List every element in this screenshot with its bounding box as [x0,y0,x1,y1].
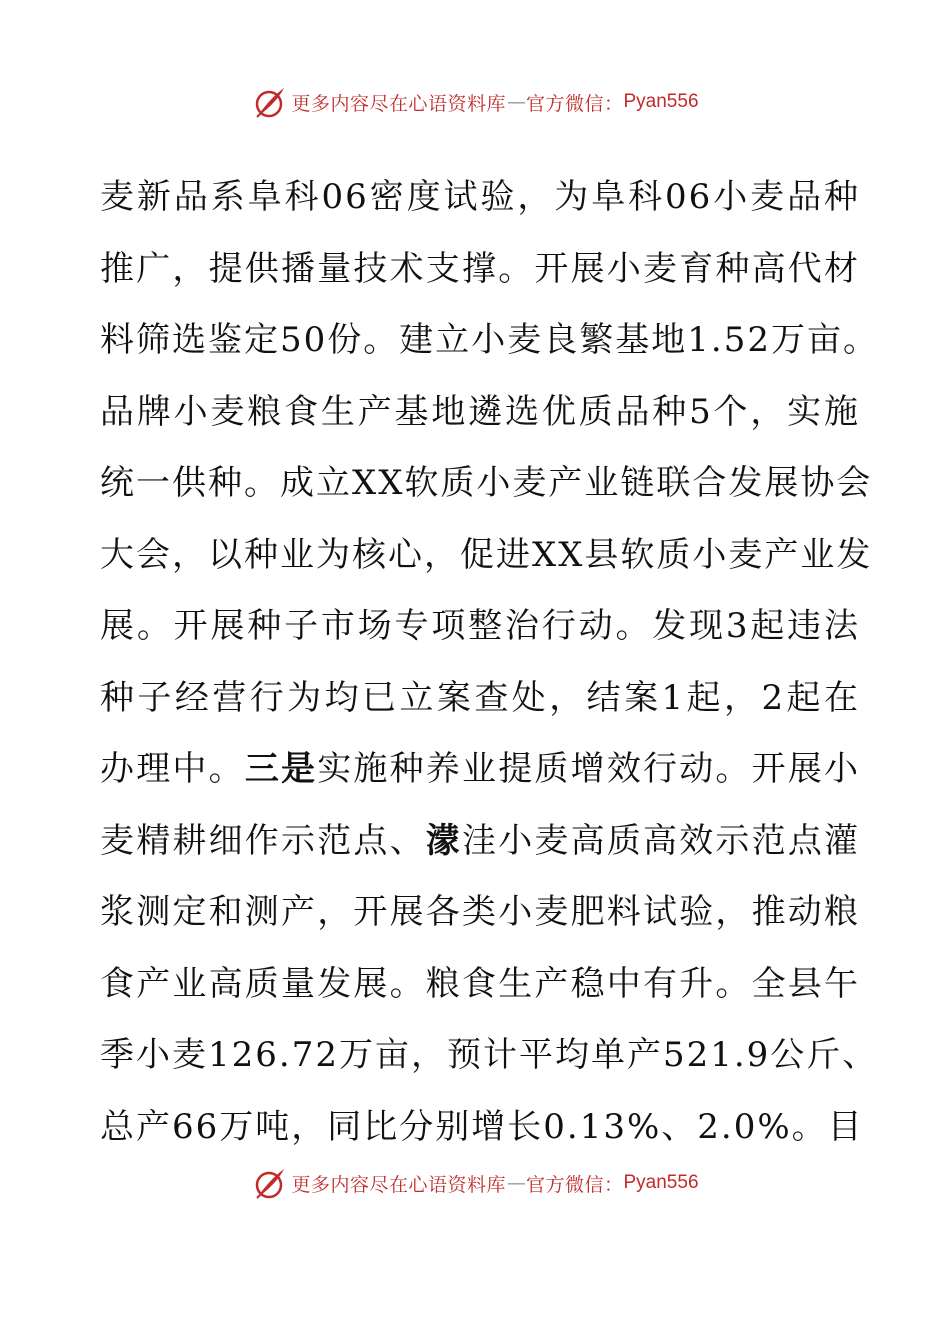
header-banner-separator: — [506,91,526,113]
bold-keyword: 三是 [244,749,318,789]
footer-banner-content [251,1165,698,1201]
footer-banner-wechat-label: 官方微信： [525,1173,624,1196]
text-segment: 实施种养业提质增效行动。开展小 [317,749,861,789]
quill-logo-icon [251,84,287,120]
text-line: 料筛选鉴定50份。建立小麦良繁基地1.52万亩。 [100,320,879,360]
bold-character: 濛 [425,820,463,861]
text-line: 麦新品系阜科06密度试验，为阜科06小麦品种 [100,177,860,217]
text-line: 食产业高质量发展。粮食生产稳中有升。全县午 [100,963,860,1004]
text-segment: 洼小麦高质高效示范点灌 [462,820,861,861]
header-banner-content [251,84,698,120]
header-banner-text: 更多内容尽在心语资料库 [291,92,506,115]
text-line: 大会，以种业为核心，促进XX县软质小麦产业发 [100,534,873,575]
text-segment: 办理中。 [100,749,245,789]
text-line: 浆测定和测产，开展各类小麦肥料试验，推动粮 [100,892,860,932]
text-line: 展。开展种子市场专项整治行动。发现3起违法 [100,606,860,646]
text-line: 推广，提供播量技术支撑。开展小麦育种高代材 [100,248,860,289]
footer-banner-wechat-id: Pyan556 [623,1172,699,1193]
header-banner [0,80,950,124]
header-banner-wechat-id: Pyan556 [623,91,699,112]
text-line: 总产66万吨，同比分别增长0.13%、2.0%。目 [100,1106,864,1147]
header-banner-wechat-label: 官方微信： [525,92,624,115]
text-line: 季小麦126.72万亩，预计平均单产521.9公斤、 [100,1035,879,1075]
text-line: 统一供种。成立XX软质小麦产业链联合发展协会 [100,463,873,503]
footer-banner [0,1161,950,1205]
text-segment: 麦精耕细作示范点、 [100,820,426,861]
footer-banner-separator: — [506,1172,526,1194]
text-line: 种子经营行为均已立案查处，结案1起，2起在 [100,677,860,718]
document-body [100,162,879,1163]
footer-banner-text: 更多内容尽在心语资料库 [291,1173,506,1196]
text-line-with-bold [100,806,860,878]
text-line: 品牌小麦粮食生产基地遴选优质品种5个，实施 [100,391,860,432]
text-line-with-bold [100,734,860,806]
quill-logo-icon [251,1165,287,1201]
